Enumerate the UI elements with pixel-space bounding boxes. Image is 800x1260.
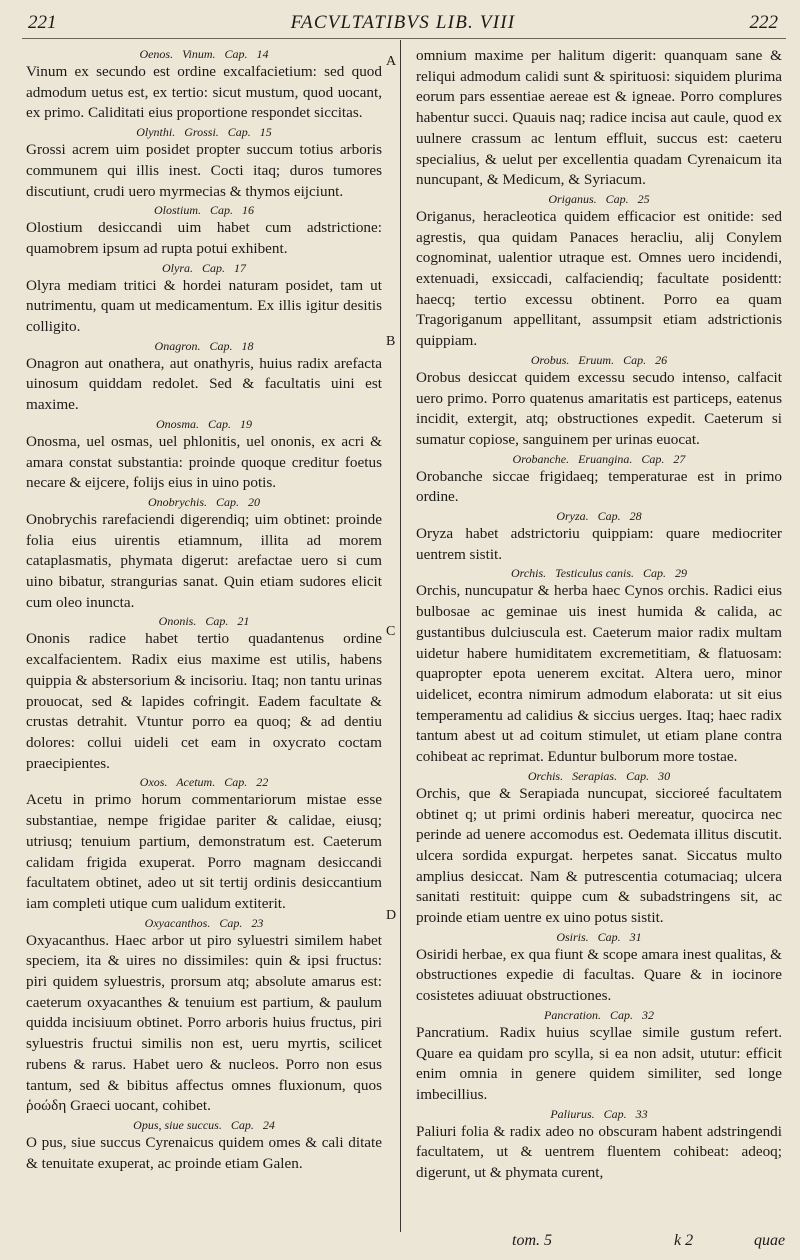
chapter-heading: Orobanche. Eruangina. Cap. 27 — [512, 451, 686, 466]
chapter-text: omnium maxime per halitum digerit: quanquam sane & reliqui admodum calidi sunt & spirituosi: siquidem plurima eorum pars essentiae aereae est & igneae. Porro complures habentur succi. Quauis naq; radice incisa aut caule, quod ex uulnere crassum ac lentum effluit, succus est: caeteru specialius, & uelut per excellentia quadam Cyrenaicum ita nuncupant, & Medicum, & Syriacum. — [416, 47, 782, 189]
chapter-heading: Origanus. Cap. 25 — [548, 191, 650, 206]
margin-letter-a: A — [386, 54, 397, 69]
running-title: FACVLTATIBVS LIB. VIII — [290, 12, 516, 33]
chapter-text: Paliuri folia & radix adeo no obscuram habent adstringendi facultatem, ut & uentrem fluentem cohibeat: adeoq; digerunt, ut & phymata curent, — [416, 1122, 782, 1182]
chapter-text: Origanus, heracleotica quidem efficacior est onitide: sed agrestis, qua quidam Panaces heracliu, alij Conylem cognominat, ualentior utraque est. Omnes uero incidendi, extenuadi, exsiccadi, calfaciendiq; facultate posidentt: haecq; tertio excessu obtinent. Porro ea quam Tragoriganum appellitant, assumpsit etiam adstrictionis quippiam. — [416, 207, 782, 350]
right-column — [416, 46, 782, 1184]
chapter-heading: Oenos. Vinum. Cap. 14 — [139, 47, 269, 61]
column-divider — [400, 40, 401, 1232]
page-number-left: 221 — [28, 12, 57, 33]
chapter-text: Olostium desiccandi uim habet cum adstrictione: quamobrem ipsum ad rupta potui exhibent. — [26, 219, 382, 257]
chapter-text: Pancratium. Radix huius scyllae simile gustum refert. Quare ea quidam pro scylla, si ea non adsit, ututur: efficit enim omnia in genere quidem similiter, sed longe imbecillius. — [416, 1023, 782, 1103]
chapter-text: Onosma, uel osmas, uel phlonitis, uel ononis, ex acri & amara constat substantia: proinde quoque creditur foetus necare & eijcere, folijs eius in uino potis. — [26, 432, 382, 492]
chapter-text: Osiridi herbae, ex qua fiunt & scope amara inest qualitas, & obstructiones expedie di facultas. Quare & in iocinore cosistetes adiuuat obstructiones. — [416, 945, 782, 1005]
chapter-heading: Orobus. Eruum. Cap. 26 — [530, 352, 668, 367]
page-number-right: 222 — [749, 12, 778, 33]
chapter-heading: Oxyacanthos. Cap. 23 — [144, 915, 264, 930]
chapter-heading: Olyra. Cap. 17 — [162, 260, 246, 275]
chapter-text: Olyra mediam tritici & hordei naturam posidet, tam ut nutrimentu, quam ut medicamentum. Ex illis igitur desitis colligito. — [26, 276, 382, 336]
margin-letter-d: D — [386, 908, 397, 923]
chapter-heading: Olynthi. Grossi. Cap. 15 — [136, 125, 272, 140]
chapter-heading: Oryza. Cap. 28 — [556, 509, 642, 524]
left-column — [26, 46, 382, 1174]
chapter-text: Orchis, que & Serapiada nuncupat, siccioreé facultatem obtinet q; ut primi ordinis haberi mereatur, quocirca nec perinde ad uenere accomodus est. Oedemata illitus discutit. ulcera sordida expurgat. herpetes sanat. Siccatus multo amplius desiccat. Nam & putrescentia cotumaciaq; ulcera sanitati restituit: quippe cum & subadstringens sit, ac proinde etiam uentre ex uino potus sistit. — [416, 784, 782, 927]
chapter-text: Onobrychis rarefaciendi digerendiq; uim obtinet: proinde folia eius uirentis etiamnum, illita ad morem cataplasmatis, phymata digerut: arefactae uero si cum uino bibatur, strangurias sanat. Quin etiam sudores elicit cum oleo inuncta. — [26, 510, 382, 611]
chapter-text: Vinum ex secundo est ordine excalfacietium: sed quod admodum uetus est, ex tertio: sicut mustum, quod uocant, ex primo. Caliditati eius proportione respondet siccitas. — [26, 63, 382, 122]
chapter-text: Acetu in primo horum commentariorum mistae esse substantiae, nempe frigidae pariter & calidae, eiusq; utriusq; tenuium partium, demonstratum est. Caeterum calidam frigida exuperat. Porro magnam desiccandi facultatem obtinet, adeo ut sit tertij ordinis desiccantium iam completi utique cum ualidum extiterit. — [26, 791, 382, 912]
chapter-text: Grossi acrem uim posidet propter succum totius arboris communem qui illis inest. Cocti itaq; duros tumores discutiunt, crudi uero myrmecias & thymos eijciunt. — [26, 141, 382, 200]
margin-letter-b: B — [386, 334, 396, 349]
chapter-heading: Orchis. Serapias. Cap. 30 — [527, 768, 671, 783]
running-head — [20, 12, 786, 38]
chapter-heading: Onobrychis. Cap. 20 — [148, 494, 260, 509]
chapter-text: Orobanche siccae frigidaeq; temperaturae est in primo ordine. — [416, 467, 782, 506]
chapter-text: Orchis, nuncupatur & herba haec Cynos orchis. Radici eius bulbosae ac geminae uis inest humida & calida, ac gustantibus dulciuscula est. Caeterum maior radix multam uidetur habere humiditatem excremetitiam, & flatuosam: quapropter epota uenerem excitat. Altera uero, minor uidelicet, econtra nimirum admodum elaborata: ut sit eius temperamentu ad calidius & siccius uerges. Itaq; haec radix tantum abest ut ad coitum stimulet, ut etiam plane contra cohibeat ac reprimat. Eduntur bulborum more tostae. — [416, 582, 782, 766]
chapter-heading: Paliurus. Cap. 33 — [550, 1106, 648, 1121]
chapter-text: Orobus desiccat quidem excessu secudo intenso, calfacit uero primo. Porro quatenus amaritatis est particeps, eatenus incidit, extergit, atq; obstructiones expedit. Caeterum si sumatur copiose, sanguinem per urinas euocat. — [416, 368, 782, 448]
chapter-heading: Ononis. Cap. 21 — [158, 614, 250, 629]
chapter-heading: Onagron. Cap. 18 — [154, 338, 254, 353]
chapter-text: Oryza habet adstrictoriu quippiam: quare mediocriter uentrem sistit. — [416, 525, 782, 563]
catchword: quae — [754, 1232, 786, 1249]
signature-tom: tom. 5 — [512, 1232, 552, 1249]
chapter-heading: Opus, siue succus. Cap. 24 — [133, 1117, 275, 1132]
chapter-heading: Orchis. Testiculus canis. Cap. 29 — [510, 566, 688, 581]
chapter-text: O pus, siue succus Cyrenaicus quidem omes & cali ditate & tenuitate exuperat, ac proinde etiam Galen. — [26, 1133, 382, 1172]
margin-letter-c: C — [386, 624, 396, 639]
chapter-text: Ononis radice habet tertio quadantenus ordine excalfacientem. Radix eius maxime est utilis, habens quippia & abstersorium & incisoriu. Itaq; non tantu urinas prouocat, sed & lapides cofringit. Eadem facultate & crustas detrahit. Vtuntur porro ea quoq; & ad dentiu dolores: collui uideli cet eam in oxycrato coctam praecipientes. — [26, 630, 382, 772]
chapter-text: Onagron aut onathera, aut onathyris, huius radix arefacta uinosum quiddam redolet. Sed & facultatis uini est maxime. — [26, 354, 382, 414]
chapter-heading: Oxos. Acetum. Cap. 22 — [139, 775, 269, 790]
signature-mark: k 2 — [674, 1232, 694, 1249]
chapter-heading: Onosma. Cap. 19 — [155, 416, 252, 431]
chapter-heading: Pancration. Cap. 32 — [544, 1007, 654, 1022]
header-rule — [22, 38, 786, 39]
chapter-text: Oxyacanthus. Haec arbor ut piro syluestri similem habet speciem, ita & uires no dissimiles: quin & ipsi fructus: piri quidem syluestris, prorsum atq; absolute amarus est: caeterum oxyacanthes & tenuium est partium, & paulum quidda incisiuum obtinet. Porro arboris huius fructus, piri syluestris fructui similis non est, ueru myrtis, scilicet rubens & rarus. Habet uero & nucleos. Porro non esus tantum, sed & bibitus affectus omnes fluxionum, quos ῥοώδη Graeci uocant, cohibet. — [26, 931, 382, 1115]
chapter-heading: Osiris. Cap. 31 — [556, 929, 642, 944]
chapter-heading: Olostium. Cap. 16 — [153, 203, 254, 218]
